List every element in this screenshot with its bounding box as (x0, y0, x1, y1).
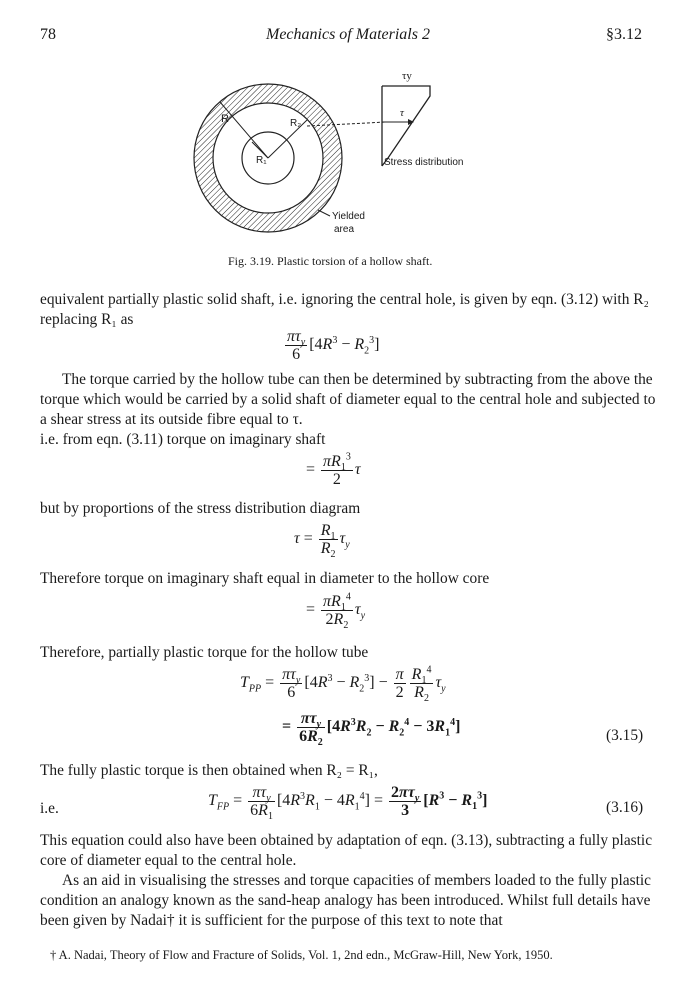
paragraph-hollow-torque: The torque carried by the hollow tube can then be determined by subtracting from the above the torque which would be carried by a solid shaft of diameter equal to the central hole and subjected to a shear stress at its outside fibre equal to τ. (40, 371, 656, 428)
equation-core-torque: = $\frac{\pi R_1^4}{2R_2}$ $\tau_y$ (306, 591, 366, 632)
equation-3-16: $T_{FP}$ = $\frac{\pi\tau_y}{6R_1}$ $[4R^3R_1 - 4R_1^4]$ = $\frac{2\pi\tau_y}{3}$ $[R^3 - R_1^3]$ (208, 784, 488, 823)
label-R2: R₂ (290, 118, 302, 129)
equation-number-3-15: (3.15) (606, 727, 644, 744)
label-stress-distribution: Stress distribution (384, 157, 464, 168)
equation-number-3-16: (3.16) (606, 799, 644, 816)
paragraph-intro: equivalent partially plastic solid shaft, i.e. ignoring the central hole, is given by eqn. (3.12) with R₂ replacing R₁ as (40, 291, 649, 328)
label-R1: R₁ (256, 155, 267, 166)
paragraph-partial-plastic: Therefore, partially plastic torque for the hollow tube (40, 644, 369, 661)
paragraph-sand-heap: As an aid in visualising the stresses and torque capacities of members loaded to the fully plastic condition an analogy known as the sand-heap analogy has been introduced. Whilst full details have been given by Nadai† it is sufficient for the purpose of this text to note that (40, 872, 651, 929)
label-R: R (221, 113, 229, 125)
paragraph-proportions: but by proportions of the stress distribution diagram (40, 500, 361, 517)
footnote: † A. Nadai, Theory of Flow and Fracture of Solids, Vol. 1, 2nd edn., McGraw-Hill, New York, 1950. (50, 948, 553, 962)
figure-caption: Fig. 3.19. Plastic torsion of a hollow shaft. (228, 254, 433, 268)
label-tau: τ (400, 107, 404, 119)
section-number: §3.12 (606, 26, 642, 43)
paragraph-adaptation: This equation could also have been obtained by adaptation of eqn. (3.13), subtracting a fully plastic core of diameter equal to the central hole. (40, 832, 653, 869)
label-tau-y: τy (402, 70, 412, 82)
label-area: area (334, 224, 355, 235)
running-title: Mechanics of Materials 2 (266, 26, 430, 43)
ie-label: i.e. (40, 800, 59, 817)
paragraph-core-torque: Therefore torque on imaginary shaft equal in diameter to the hollow core (40, 570, 490, 587)
equation-partial-plastic-torque: $T_{PP}$ = $\frac{\pi\tau_y}{6}$ $[4R^3 - R_2^3]$ − $\frac{\pi}{2}$ $\frac{R_1^4}{R_2}$ $\tau_y$ (240, 664, 446, 705)
equation-solid-shaft: $\frac{\pi\tau_y}{6}$ $[4R^3 - R_2^3]$ (287, 328, 380, 363)
equation-3-15: = $\frac{\pi\tau_y}{6R_2}$ $[4R^3R_2 - R_2^4 - 3R_1^4]$ (282, 710, 461, 749)
paragraph-fully-plastic: The fully plastic torque is then obtained when R₂ = R₁, (40, 762, 378, 779)
page-number: 78 (40, 26, 56, 43)
paragraph-imaginary-shaft: i.e. from eqn. (3.11) torque on imaginary shaft (40, 431, 326, 448)
equation-imaginary-torque: = $\frac{\pi R_1^3}{2}$ τ (306, 451, 361, 488)
yielded-leader-line (318, 210, 330, 216)
equation-tau-ratio: τ = $\frac{R_1}{R_2}$ $\tau_y$ (294, 522, 350, 561)
stress-distribution-diagram (382, 86, 430, 166)
label-yielded: Yielded (332, 211, 365, 222)
